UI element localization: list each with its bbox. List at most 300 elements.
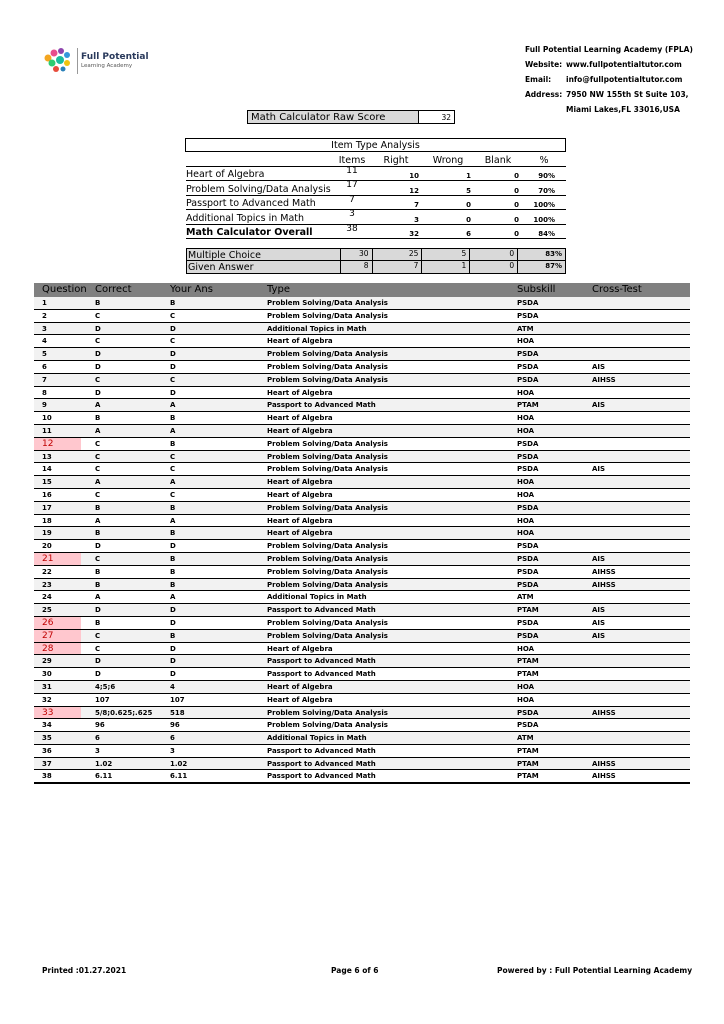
printed-date: Printed :01.27.2021 xyxy=(42,966,127,975)
correct-answer: A xyxy=(95,516,101,525)
cross-test xyxy=(592,476,690,488)
subskill: PTAM xyxy=(517,772,539,781)
cross-test xyxy=(592,694,690,706)
cross-test xyxy=(592,412,690,424)
subskill: HOA xyxy=(517,426,535,435)
question-type: Passport to Advanced Math xyxy=(267,401,376,410)
row-cell: 3 xyxy=(414,215,419,224)
row-cell: 100% xyxy=(533,215,555,224)
correct-answer: C xyxy=(95,554,101,563)
row-cell: 84% xyxy=(538,230,555,238)
row-cell: 7 xyxy=(414,201,419,209)
correct-answer: 6.11 xyxy=(95,772,113,781)
question-type: Heart of Algebra xyxy=(267,695,333,704)
subskill: PSDA xyxy=(517,439,539,448)
table-row xyxy=(34,425,690,438)
your-answer: A xyxy=(170,516,176,525)
question-type: Passport to Advanced Math xyxy=(267,746,376,755)
row-cell: 0 xyxy=(466,201,471,209)
row-label: Multiple Choice xyxy=(188,250,261,261)
row-cell: 0 xyxy=(514,230,519,238)
row-cell: 90% xyxy=(538,172,555,180)
correct-answer: B xyxy=(95,618,101,627)
your-answer: 3 xyxy=(170,746,175,755)
question-type: Heart of Algebra xyxy=(267,478,333,487)
table-row xyxy=(34,770,690,783)
subskill: HOA xyxy=(517,414,535,423)
your-answer: A xyxy=(170,426,176,435)
question-type: Heart of Algebra xyxy=(267,529,333,538)
subskill: HOA xyxy=(517,644,535,653)
question-type: Passport to Advanced Math xyxy=(267,759,376,768)
org-name: Full Potential Learning Academy (FPLA) xyxy=(525,45,693,54)
header-question: Question xyxy=(42,284,87,295)
cross-test xyxy=(592,643,690,655)
table-row xyxy=(34,399,690,412)
row-cell: 70% xyxy=(538,186,555,195)
header-cell: Right xyxy=(383,154,409,166)
your-answer: A xyxy=(170,593,176,602)
question-number: 17 xyxy=(42,503,52,512)
correct-answer: C xyxy=(95,337,101,346)
question-number: 14 xyxy=(42,465,52,474)
question-number: 4 xyxy=(42,337,47,346)
cross-test: AIHSS xyxy=(592,708,616,717)
your-answer: 518 xyxy=(170,708,185,717)
question-type: Passport to Advanced Math xyxy=(267,772,376,781)
table-row xyxy=(34,323,690,336)
subskill: PSDA xyxy=(517,554,539,563)
table-row xyxy=(34,668,690,681)
subskill: PSDA xyxy=(517,362,539,371)
question-number: 3 xyxy=(42,324,47,333)
row-label: Problem Solving/Data Analysis xyxy=(186,183,331,195)
question-number: 15 xyxy=(42,478,52,487)
subskill: PTAM xyxy=(517,746,539,755)
table-row xyxy=(34,553,690,566)
question-number: 6 xyxy=(42,362,47,371)
correct-answer: B xyxy=(95,299,101,307)
header-your-ans: Your Ans xyxy=(170,284,213,295)
correct-answer: D xyxy=(95,350,101,359)
subskill: HOA xyxy=(517,490,535,499)
subskill: HOA xyxy=(517,337,535,346)
your-answer: D xyxy=(170,657,176,666)
subskill: ATM xyxy=(517,734,534,743)
item-type-overall-row xyxy=(186,225,566,240)
table-row xyxy=(34,463,690,476)
table-row xyxy=(34,502,690,515)
question-type: Additional Topics in Math xyxy=(267,734,367,743)
correct-answer: A xyxy=(95,478,101,487)
cross-test xyxy=(592,515,690,527)
table-row xyxy=(34,719,690,732)
table-row xyxy=(34,707,690,720)
correct-answer: A xyxy=(95,426,101,435)
your-answer: B xyxy=(170,439,176,448)
header-subskill: Subskill xyxy=(517,284,556,295)
your-answer: D xyxy=(170,644,176,653)
table-row xyxy=(34,438,690,451)
subskill: PSDA xyxy=(517,567,539,576)
table-row xyxy=(34,681,690,694)
your-answer: B xyxy=(170,631,176,640)
subskill: PSDA xyxy=(517,452,539,461)
correct-answer: D xyxy=(95,362,101,371)
your-answer: C xyxy=(170,452,176,461)
subskill: PSDA xyxy=(517,708,539,717)
question-number: 38 xyxy=(42,772,52,781)
table-row xyxy=(34,591,690,604)
table-row xyxy=(34,617,690,630)
row-label: Passport to Advanced Math xyxy=(186,198,316,209)
email-link[interactable]: info@fullpotentialtutor.com xyxy=(566,75,683,84)
correct-answer: C xyxy=(95,465,101,474)
item-type-analysis-table xyxy=(186,152,566,239)
your-answer: D xyxy=(170,670,176,679)
your-answer: A xyxy=(170,401,176,410)
question-type: Problem Solving/Data Analysis xyxy=(267,439,388,448)
row-cell: 5 xyxy=(466,186,471,195)
question-number: 23 xyxy=(42,580,52,589)
address-line2: Miami Lakes,FL 33016,USA xyxy=(566,105,680,114)
subskill: PSDA xyxy=(517,465,539,474)
question-type: Heart of Algebra xyxy=(267,388,333,397)
your-answer: C xyxy=(170,465,176,474)
table-row xyxy=(34,348,690,361)
correct-answer: B xyxy=(95,580,101,589)
correct-answer: D xyxy=(95,670,101,679)
cross-test xyxy=(592,732,690,744)
question-type: Heart of Algebra xyxy=(267,682,333,691)
question-table xyxy=(34,283,690,784)
subskill: PSDA xyxy=(517,299,539,307)
row-label: Given Answer xyxy=(188,262,254,273)
question-type: Problem Solving/Data Analysis xyxy=(267,580,388,589)
question-type: Problem Solving/Data Analysis xyxy=(267,375,388,384)
question-type: Problem Solving/Data Analysis xyxy=(267,503,388,512)
your-answer: D xyxy=(170,324,176,333)
header-cell: Items xyxy=(338,154,366,166)
question-number: 18 xyxy=(42,516,52,525)
cross-test: AIHSS xyxy=(592,580,616,589)
item-type-row xyxy=(186,167,566,182)
question-type: Problem Solving/Data Analysis xyxy=(267,452,388,461)
question-number: 13 xyxy=(42,452,52,461)
cross-test: AIS xyxy=(592,362,606,371)
cross-test: AIS xyxy=(592,631,606,640)
your-answer: B xyxy=(170,567,176,576)
correct-answer: 4;5;6 xyxy=(95,682,116,691)
header-cross-test: Cross-Test xyxy=(592,284,642,295)
question-number: 29 xyxy=(42,657,52,666)
correct-answer: C xyxy=(95,452,101,461)
address-line1: 7950 NW 155th St Suite 103, xyxy=(566,90,689,99)
your-answer: 4 xyxy=(170,682,175,691)
question-number: 7 xyxy=(42,375,47,384)
table-row xyxy=(34,374,690,387)
your-answer: D xyxy=(170,618,176,627)
correct-answer: 96 xyxy=(95,721,105,730)
website-link[interactable]: www.fullpotentialtutor.com xyxy=(566,60,682,69)
raw-score-box xyxy=(247,110,455,124)
question-number: 35 xyxy=(42,734,52,743)
email-label: Email: xyxy=(525,75,552,84)
correct-answer: D xyxy=(95,606,101,615)
question-type: Problem Solving/Data Analysis xyxy=(267,299,388,307)
question-number: 9 xyxy=(42,401,47,410)
row-cell: 32 xyxy=(409,230,419,238)
header-type: Type xyxy=(267,284,290,295)
question-number: 5 xyxy=(42,350,47,359)
cross-test: AIS xyxy=(592,554,606,563)
question-type: Heart of Algebra xyxy=(267,644,333,653)
row-cell: 100% xyxy=(533,201,555,209)
question-number: 21 xyxy=(34,553,81,565)
cross-test xyxy=(592,335,690,347)
correct-answer: D xyxy=(95,388,101,397)
table-row xyxy=(34,335,690,348)
question-number: 26 xyxy=(34,617,81,629)
question-number: 16 xyxy=(42,490,52,499)
subskill: HOA xyxy=(517,682,535,691)
question-number: 20 xyxy=(42,542,52,551)
cross-test: AIS xyxy=(592,618,606,627)
question-type: Passport to Advanced Math xyxy=(267,657,376,666)
table-row xyxy=(34,476,690,489)
answer-type-row xyxy=(186,261,566,274)
your-answer: 1.02 xyxy=(170,759,188,768)
question-number: 31 xyxy=(42,682,52,691)
question-type: Problem Solving/Data Analysis xyxy=(267,618,388,627)
subskill: PTAM xyxy=(517,670,539,679)
your-answer: D xyxy=(170,542,176,551)
subskill: HOA xyxy=(517,516,535,525)
table-row xyxy=(34,745,690,758)
row-cell: 0 xyxy=(514,186,519,195)
table-row xyxy=(34,515,690,528)
row-label: Math Calculator Overall xyxy=(186,227,313,238)
item-type-analysis-title: Item Type Analysis xyxy=(185,138,566,152)
correct-answer: D xyxy=(95,542,101,551)
subskill: ATM xyxy=(517,593,534,602)
row-cell: 0 xyxy=(466,215,471,224)
subskill: PSDA xyxy=(517,580,539,589)
raw-score-value: 32 xyxy=(419,110,455,124)
subskill: PSDA xyxy=(517,631,539,640)
answer-type-row xyxy=(186,248,566,261)
row-cell: 6 xyxy=(466,230,471,238)
correct-answer: C xyxy=(95,311,101,320)
question-rows xyxy=(34,297,690,783)
question-number: 37 xyxy=(42,759,52,768)
your-answer: B xyxy=(170,414,176,423)
subskill: HOA xyxy=(517,695,535,704)
address-label: Address: xyxy=(525,90,563,99)
subskill: HOA xyxy=(517,388,535,397)
row-cell: 3 xyxy=(349,209,355,219)
table-row xyxy=(34,579,690,592)
question-number: 2 xyxy=(42,311,47,320)
your-answer: B xyxy=(170,299,176,307)
subskill: PTAM xyxy=(517,606,539,615)
question-type: Problem Solving/Data Analysis xyxy=(267,362,388,371)
org-info xyxy=(525,42,693,117)
correct-answer: C xyxy=(95,490,101,499)
your-answer: C xyxy=(170,337,176,346)
cross-test xyxy=(592,527,690,539)
cross-test xyxy=(592,425,690,437)
your-answer: C xyxy=(170,375,176,384)
correct-answer: C xyxy=(95,375,101,384)
correct-answer: C xyxy=(95,644,101,653)
question-type: Problem Solving/Data Analysis xyxy=(267,554,388,563)
table-row xyxy=(34,451,690,464)
subskill: ATM xyxy=(517,324,534,333)
cross-test: AIHSS xyxy=(592,567,616,576)
header-cell: Blank xyxy=(484,154,512,166)
correct-answer: 3 xyxy=(95,746,100,755)
logo-title: Full Potential xyxy=(81,52,149,62)
question-type: Heart of Algebra xyxy=(267,426,333,435)
subskill: PSDA xyxy=(517,542,539,551)
question-type: Additional Topics in Math xyxy=(267,593,367,602)
raw-score-label: Math Calculator Raw Score xyxy=(247,110,419,124)
logo-subtitle: Learning Academy xyxy=(81,63,133,69)
your-answer: B xyxy=(170,580,176,589)
question-number: 22 xyxy=(42,567,52,576)
row-cell: 8 xyxy=(340,261,372,273)
subskill: HOA xyxy=(517,529,535,538)
cross-test xyxy=(592,591,690,603)
cross-test: AIHSS xyxy=(592,759,616,768)
cross-test: AIS xyxy=(592,465,606,474)
header-cell: Wrong xyxy=(432,154,464,166)
question-type: Problem Solving/Data Analysis xyxy=(267,721,388,730)
row-cell: 12 xyxy=(409,186,419,195)
correct-answer: B xyxy=(95,567,101,576)
your-answer: D xyxy=(170,362,176,371)
question-number: 8 xyxy=(42,388,47,397)
question-number: 30 xyxy=(42,670,52,679)
question-number: 34 xyxy=(42,721,52,730)
correct-answer: B xyxy=(95,503,101,512)
correct-answer: C xyxy=(95,439,101,448)
correct-answer: B xyxy=(95,414,101,423)
question-table-header xyxy=(34,283,690,297)
cross-test xyxy=(592,745,690,757)
question-type: Additional Topics in Math xyxy=(267,324,367,333)
your-answer: 6 xyxy=(170,734,175,743)
subskill: PTAM xyxy=(517,657,539,666)
question-number: 11 xyxy=(42,426,52,435)
subskill: PSDA xyxy=(517,350,539,359)
header-cell: % xyxy=(539,154,549,166)
question-type: Heart of Algebra xyxy=(267,490,333,499)
question-number: 33 xyxy=(34,707,81,719)
cross-test xyxy=(592,297,690,309)
row-cell: 11 xyxy=(346,165,358,176)
row-label: Heart of Algebra xyxy=(186,169,265,180)
subskill: PSDA xyxy=(517,311,539,320)
question-type: Problem Solving/Data Analysis xyxy=(267,631,388,640)
item-type-row xyxy=(186,181,566,196)
cross-test xyxy=(592,438,690,450)
question-type: Problem Solving/Data Analysis xyxy=(267,465,388,474)
question-type: Heart of Algebra xyxy=(267,516,333,525)
correct-answer: 1.02 xyxy=(95,759,113,768)
table-row xyxy=(34,387,690,400)
cross-test xyxy=(592,719,690,731)
your-answer: B xyxy=(170,529,176,538)
cross-test xyxy=(592,323,690,335)
your-answer: D xyxy=(170,606,176,615)
question-number: 27 xyxy=(34,630,81,642)
row-cell: 38 xyxy=(346,223,358,234)
item-type-header-row xyxy=(186,152,566,167)
item-type-row xyxy=(186,210,566,225)
table-row xyxy=(34,489,690,502)
question-type: Problem Solving/Data Analysis xyxy=(267,567,388,576)
answer-type-table xyxy=(186,248,566,274)
page-number: Page 6 of 6 xyxy=(331,966,379,975)
correct-answer: A xyxy=(95,593,101,602)
your-answer: C xyxy=(170,490,176,499)
question-type: Problem Solving/Data Analysis xyxy=(267,542,388,551)
row-cell: 1 xyxy=(421,261,469,273)
row-cell: 7 xyxy=(372,261,422,273)
table-row xyxy=(34,643,690,656)
row-cell: 10 xyxy=(409,172,419,180)
cross-test xyxy=(592,681,690,693)
table-row xyxy=(34,361,690,374)
table-row xyxy=(34,758,690,771)
row-cell: 0 xyxy=(514,201,519,209)
subskill: PSDA xyxy=(517,721,539,730)
question-number: 12 xyxy=(34,438,81,450)
row-cell: 0 xyxy=(514,215,519,224)
table-row xyxy=(34,540,690,553)
correct-answer: 107 xyxy=(95,695,110,704)
question-type: Passport to Advanced Math xyxy=(267,670,376,679)
your-answer: B xyxy=(170,503,176,512)
table-row xyxy=(34,694,690,707)
your-answer: D xyxy=(170,388,176,397)
row-cell: 30 xyxy=(340,249,372,260)
subskill: PTAM xyxy=(517,759,539,768)
website-label: Website: xyxy=(525,60,563,69)
question-number: 28 xyxy=(34,643,81,655)
cross-test xyxy=(592,348,690,360)
correct-answer: C xyxy=(95,631,101,640)
question-type: Passport to Advanced Math xyxy=(267,606,376,615)
table-row xyxy=(34,310,690,323)
subskill: PSDA xyxy=(517,375,539,384)
table-row xyxy=(34,412,690,425)
question-type: Problem Solving/Data Analysis xyxy=(267,350,388,359)
subskill: PSDA xyxy=(517,503,539,512)
question-type: Problem Solving/Data Analysis xyxy=(267,708,388,717)
your-answer: 6.11 xyxy=(170,772,188,781)
cross-test xyxy=(592,387,690,399)
table-row xyxy=(34,630,690,643)
table-row xyxy=(34,297,690,310)
row-cell: 0 xyxy=(469,249,517,260)
question-number: 32 xyxy=(42,695,52,704)
question-number: 36 xyxy=(42,746,52,755)
question-number: 19 xyxy=(42,529,52,538)
correct-answer: B xyxy=(95,529,101,538)
